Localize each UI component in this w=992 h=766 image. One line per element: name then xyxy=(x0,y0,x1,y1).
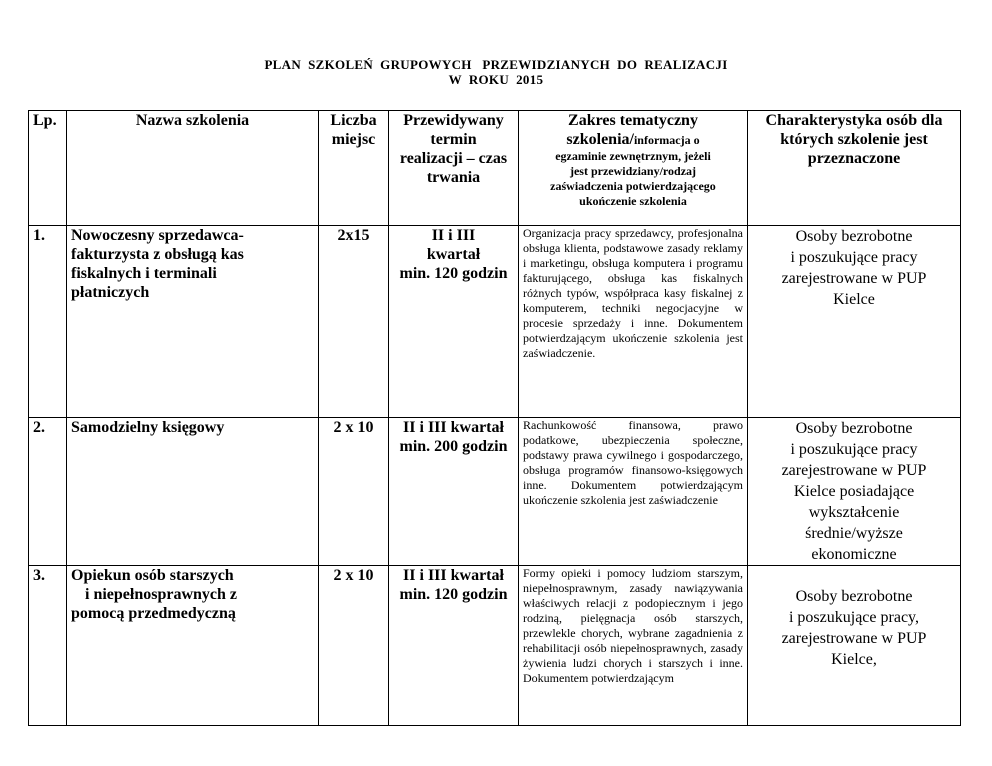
row-scope: Formy opieki i pomocy ludziom starszym, niepełnosprawnym, zasady nawiązywania właściwych relacji z podopiecznym i jego rodziną, pielęgnacja osób starszych, przewlekle chorych, wybrane zagadnienia z rehabilitacji osób niepełnosprawnych, zasady żywienia ludzi chorych i starszych i inne. Dokumentem potwierdzającym xyxy=(519,566,748,726)
name-line: i niepełnosprawnych z xyxy=(85,586,238,603)
training-plan-table xyxy=(28,110,961,726)
target-spacer xyxy=(752,566,956,586)
target-line: zarejestrowane w PUP xyxy=(781,270,927,287)
row-term xyxy=(389,566,519,726)
header-scope-line: zaświadczenia potwierdzającego xyxy=(550,179,716,193)
header-count-line: miejsc xyxy=(331,131,376,148)
term-line: kwartał xyxy=(426,246,481,263)
table-row xyxy=(29,566,961,726)
header-count xyxy=(319,111,389,226)
header-term-line: Przewidywany xyxy=(403,112,504,129)
target-line: średnie/wyższe xyxy=(805,525,903,542)
target-line: Osoby bezrobotne xyxy=(795,228,913,245)
header-scope-line: ukończenie szkolenia xyxy=(579,194,687,208)
header-scope-line: szkolenia/ xyxy=(566,131,634,148)
row-count: 2 x 10 xyxy=(319,566,389,726)
row-scope: Organizacja pracy sprzedawcy, profesjonalna obsługa klienta, podstawowe zasady reklamy i marketingu, obsługa komputera i programu fakturującego, obsługa kas fiskalnych różnych typów, współpraca kasy fiskalnej z komputerem, techniki negocjacyjne w procesie sprzedaży i inne. Dokumentem potwierdzającym ukończenie szkolenia jest zaświadczenie. xyxy=(519,226,748,418)
header-term-line: termin xyxy=(430,131,477,148)
header-scope xyxy=(519,111,748,226)
target-line: Kielce posiadające xyxy=(793,483,915,500)
header-lp: Lp. xyxy=(29,111,67,226)
table-row xyxy=(29,418,961,566)
header-scope-line: jest przewidziany/rodzaj xyxy=(569,164,697,178)
target-line: i poszukujące pracy, xyxy=(788,609,919,626)
target-line: zarejestrowane w PUP xyxy=(781,630,927,647)
header-scope-line: egzaminie zewnętrznym, jeżeli xyxy=(555,149,711,163)
header-term-line: trwania xyxy=(426,169,481,186)
document-title xyxy=(0,57,992,87)
row-name xyxy=(67,226,319,418)
name-line: płatniczych xyxy=(71,284,150,301)
target-line: zarejestrowane w PUP xyxy=(781,462,927,479)
name-line: fiskalnych i terminali xyxy=(71,265,217,282)
row-target xyxy=(748,566,961,726)
name-line: fakturzysta z obsługą kas xyxy=(71,246,244,263)
target-line: Osoby bezrobotne xyxy=(795,420,913,437)
header-term-line: realizacji – czas xyxy=(399,150,508,167)
target-line: Kielce, xyxy=(831,651,877,668)
name-line: Samodzielny księgowy xyxy=(71,419,225,436)
row-name xyxy=(67,566,319,726)
header-target-line: Charakterystyka osób dla xyxy=(765,112,943,129)
title-line-1: PLAN SZKOLEŃ GRUPOWYCH PRZEWIDZIANYCH DO REALIZACJI xyxy=(264,57,728,72)
target-line: i poszukujące pracy xyxy=(790,249,918,266)
row-term xyxy=(389,226,519,418)
row-lp: 2. xyxy=(29,418,67,566)
header-row xyxy=(29,111,961,226)
header-target-line: przeznaczone xyxy=(807,150,901,167)
target-line: ekonomiczne xyxy=(811,546,897,563)
table-row xyxy=(29,226,961,418)
target-line: wykształcenie xyxy=(808,504,900,521)
header-target xyxy=(748,111,961,226)
header-scope-line: informacja o xyxy=(633,133,700,147)
name-line: Nowoczesny sprzedawca- xyxy=(71,227,244,244)
target-line: Osoby bezrobotne xyxy=(795,588,913,605)
header-scope-line: Zakres tematyczny xyxy=(568,112,698,129)
row-count: 2x15 xyxy=(319,226,389,418)
term-line: II i III xyxy=(431,227,476,244)
term-line: II i III kwartał xyxy=(403,567,504,584)
term-line: min. 120 godzin xyxy=(399,265,508,282)
term-line: min. 200 godzin xyxy=(399,438,508,455)
row-lp: 1. xyxy=(29,226,67,418)
target-line: i poszukujące pracy xyxy=(790,441,918,458)
name-line: pomocą przedmedyczną xyxy=(71,605,236,622)
header-term xyxy=(389,111,519,226)
row-name xyxy=(67,418,319,566)
target-line: Kielce xyxy=(833,291,875,308)
header-target-line: których szkolenie jest xyxy=(780,131,928,148)
row-term xyxy=(389,418,519,566)
term-line: II i III kwartał xyxy=(403,419,504,436)
row-count: 2 x 10 xyxy=(319,418,389,566)
name-line: Opiekun osób starszych xyxy=(71,567,234,584)
row-scope: Rachunkowość finansowa, prawo podatkowe, ubezpieczenia społeczne, podstawy prawa cywilnego i gospodarczego, obsługa programów finansowo-księgowych inne. Dokumentem potwierdzającym ukończenie szkolenia jest zaświadczenie xyxy=(519,418,748,566)
row-target xyxy=(748,418,961,566)
row-lp: 3. xyxy=(29,566,67,726)
header-count-line: Liczba xyxy=(330,112,377,129)
term-line: min. 120 godzin xyxy=(399,586,508,603)
title-line-2: W ROKU 2015 xyxy=(448,72,544,87)
row-target xyxy=(748,226,961,418)
header-name: Nazwa szkolenia xyxy=(67,111,319,226)
